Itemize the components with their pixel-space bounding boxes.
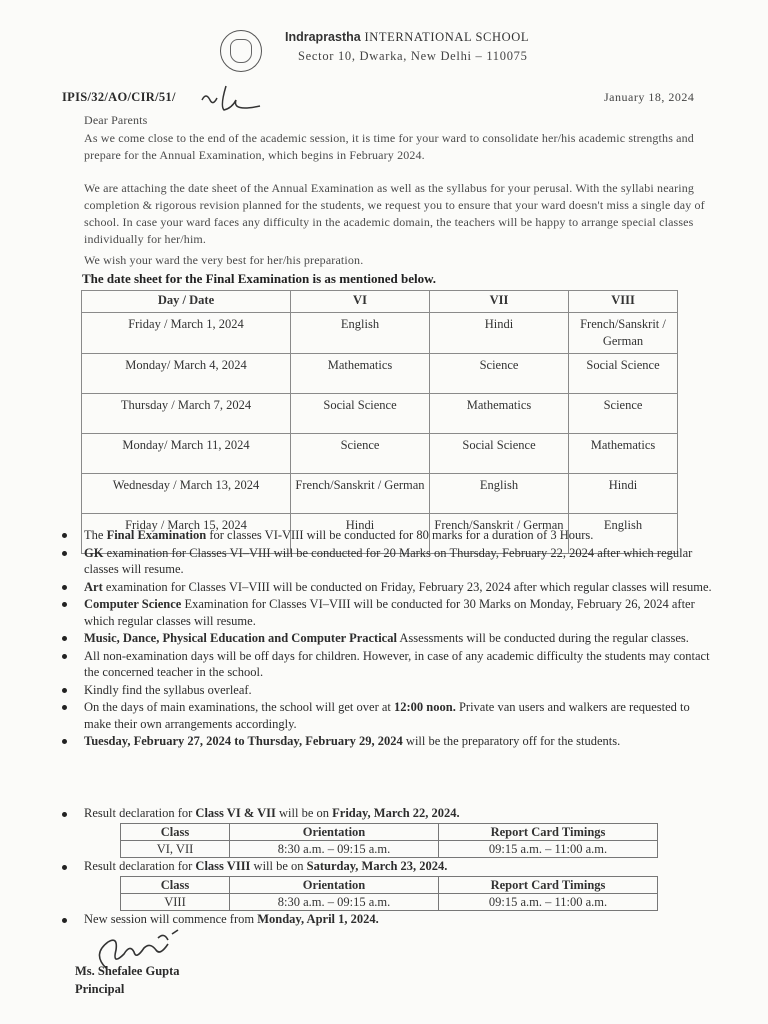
result-orientation: 8:30 a.m. – 09:15 a.m. <box>230 841 439 858</box>
header-class: Class <box>121 877 230 894</box>
circular-date: January 18, 2024 <box>604 90 695 104</box>
subject-vii: Social Science <box>430 434 569 474</box>
bullet-icon <box>62 551 67 556</box>
datesheet-heading: The date sheet for the Final Examination is as mentioned below. <box>82 271 437 286</box>
principal-title: Principal <box>75 982 125 996</box>
subject-viii: Mathematics <box>569 434 678 474</box>
subject-vi: Mathematics <box>291 354 430 394</box>
subject-vi: English <box>291 313 430 354</box>
header-class-viii: VIII <box>569 291 678 313</box>
list-item: The Final Examination for classes VI-VIII will be conducted for 80 marks for a duration of 3 Hours. <box>62 527 712 544</box>
datesheet-table <box>81 290 678 554</box>
school-address: Sector 10, Dwarka, New Delhi – 110075 <box>298 49 528 63</box>
header-class: Class <box>121 824 230 841</box>
subject-vi: Hindi <box>291 514 430 554</box>
reference-initials-scribble <box>196 78 276 114</box>
table-row <box>82 354 678 394</box>
datesheet-header-row <box>82 291 678 313</box>
list-item: GK examination for Classes VI–VIII will be conducted for 20 Marks on Thursday, February 22, 2024 after which regular classes will resume. <box>62 545 712 578</box>
result-class: VI, VII <box>121 841 230 858</box>
exam-date: Friday / March 1, 2024 <box>82 313 291 354</box>
circular-reference: IPIS/32/AO/CIR/51/ <box>62 90 176 104</box>
exam-date: Monday/ March 11, 2024 <box>82 434 291 474</box>
table-row <box>82 474 678 514</box>
bullet-icon <box>62 533 67 538</box>
header-orientation: Orientation <box>230 824 439 841</box>
list-item: Tuesday, February 27, 2024 to Thursday, February 29, 2024 will be the preparatory off for the students. <box>62 733 712 750</box>
bullet-icon <box>62 918 67 923</box>
exam-date: Thursday / March 7, 2024 <box>82 394 291 434</box>
result-orientation: 8:30 a.m. – 09:15 a.m. <box>230 894 439 911</box>
result-class: VIII <box>121 894 230 911</box>
result-header-row <box>121 824 658 841</box>
subject-vi: French/Sanskrit / German <box>291 474 430 514</box>
subject-vi: Science <box>291 434 430 474</box>
result-table-viii <box>120 876 658 911</box>
new-session-note: New session will commence from Monday, April 1, 2024. <box>62 912 379 927</box>
subject-vii: Mathematics <box>430 394 569 434</box>
table-row <box>82 313 678 354</box>
bullet-icon <box>62 688 67 693</box>
subject-vii: Science <box>430 354 569 394</box>
subject-viii: English <box>569 514 678 554</box>
result-header-row <box>121 877 658 894</box>
header-day-date: Day / Date <box>82 291 291 313</box>
bullet-icon <box>62 654 67 659</box>
school-name: Indraprastha INTERNATIONAL SCHOOL <box>285 30 530 44</box>
table-row <box>121 894 658 911</box>
header-class-vi: VI <box>291 291 430 313</box>
subject-vii: English <box>430 474 569 514</box>
bullet-icon <box>62 636 67 641</box>
exam-notes-list <box>62 527 712 751</box>
list-item: On the days of main examinations, the school will get over at 12:00 noon. Private van users and walkers are requested to make their own arrangements accordingly. <box>62 699 712 732</box>
result-table-vi-vii <box>120 823 658 858</box>
subject-viii: French/Sanskrit / German <box>569 313 678 354</box>
result-declaration-viii: Result declaration for Class VIII will be on Saturday, March 23, 2024. <box>62 859 447 874</box>
subject-viii: Social Science <box>569 354 678 394</box>
table-row <box>82 434 678 474</box>
table-row <box>82 394 678 434</box>
paragraph-3: We wish your ward the very best for her/his preparation. <box>84 253 364 267</box>
result-declaration-vi-vii: Result declaration for Class VI & VII will be on Friday, March 22, 2024. <box>62 806 460 821</box>
header-report-card-timings: Report Card Timings <box>439 877 658 894</box>
subject-vii: Hindi <box>430 313 569 354</box>
result-report-card-timing: 09:15 a.m. – 11:00 a.m. <box>439 894 658 911</box>
bullet-icon <box>62 705 67 710</box>
subject-vii: French/Sanskrit / German <box>430 514 569 554</box>
bullet-icon <box>62 602 67 607</box>
list-item: Art examination for Classes VI–VIII will be conducted on Friday, February 23, 2024 after which regular classes will resume. <box>62 579 712 596</box>
principal-name: Ms. Shefalee Gupta <box>75 964 180 978</box>
exam-date: Monday/ March 4, 2024 <box>82 354 291 394</box>
table-row <box>121 841 658 858</box>
exam-date: Friday / March 15, 2024 <box>82 514 291 554</box>
header-class-vii: VII <box>430 291 569 313</box>
subject-viii: Hindi <box>569 474 678 514</box>
bullet-icon <box>62 865 67 870</box>
result-report-card-timing: 09:15 a.m. – 11:00 a.m. <box>439 841 658 858</box>
header-orientation: Orientation <box>230 877 439 894</box>
list-item: All non-examination days will be off days for children. However, in case of any academic difficulty the students may contact the concerned teacher in the school. <box>62 648 712 681</box>
paragraph-2: We are attaching the date sheet of the Annual Examination as well as the syllabus for your perusal. With the syllabi nearing completion & rigorous revision planned for the students, we request you to ensure that your ward doesn't miss a single day of school. In case your ward faces any difficulty in the academic domain, the teachers will be happy to arrange special classes individually for her/him. <box>84 181 705 246</box>
subject-vi: Social Science <box>291 394 430 434</box>
bullet-icon <box>62 585 67 590</box>
list-item: Music, Dance, Physical Education and Computer Practical Assessments will be conducted during the regular classes. <box>62 630 712 647</box>
salutation: Dear Parents <box>84 113 148 127</box>
exam-date: Wednesday / March 13, 2024 <box>82 474 291 514</box>
list-item: Computer Science Examination for Classes VI–VIII will be conducted for 30 Marks on Monday, February 26, 2024 after which regular classes will resume. <box>62 596 712 629</box>
header-report-card-timings: Report Card Timings <box>439 824 658 841</box>
school-logo <box>220 30 262 72</box>
bullet-icon <box>62 739 67 744</box>
subject-viii: Science <box>569 394 678 434</box>
bullet-icon <box>62 812 67 817</box>
paragraph-1: As we come close to the end of the academic session, it is time for your ward to consolidate her/his academic strengths and prepare for the Annual Examination, which begins in February 2024. <box>84 131 694 162</box>
list-item: Kindly find the syllabus overleaf. <box>62 682 712 699</box>
